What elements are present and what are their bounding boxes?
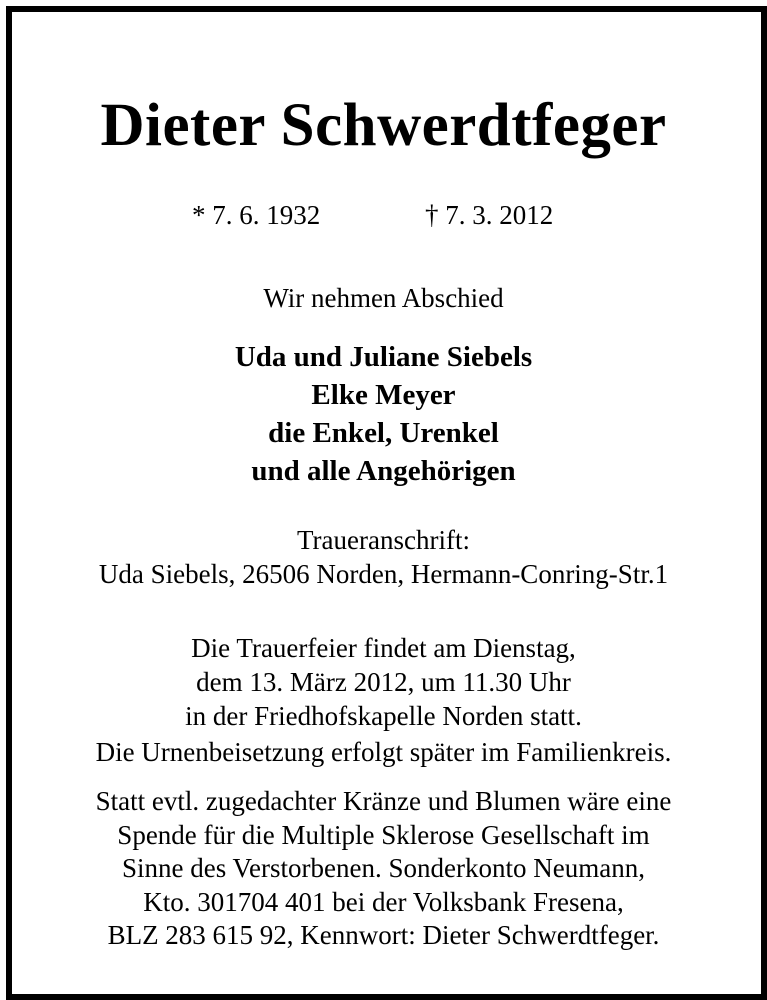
donation-line: BLZ 283 615 92, Kennwort: Dieter Schwerdtfeger.	[107, 920, 660, 950]
mourner-line: Elke Meyer	[311, 379, 456, 411]
mourner-line: die Enkel, Urenkel	[268, 417, 499, 449]
donation-line: Kto. 301704 401 bei der Volksbank Fresena,	[143, 887, 624, 917]
address-value: Uda Siebels, 26506 Norden, Hermann-Conring-Str.1	[98, 559, 669, 589]
donation-line: Statt evtl. zugedachter Kränze und Blumen wäre eine	[95, 786, 672, 816]
ceremony-line: Die Trauerfeier findet am Dienstag,	[191, 633, 576, 663]
ceremony-line: in der Friedhofskapelle Norden statt.	[185, 701, 582, 731]
farewell-text: Wir nehmen Abschied	[263, 283, 504, 313]
deceased-name: Dieter Schwerdtfeger	[100, 92, 667, 159]
mourner-line: Uda und Juliane Siebels	[234, 341, 533, 373]
death-date: † 7. 3. 2012	[425, 200, 554, 230]
donation-line: Sinne des Verstorbenen. Sonderkonto Neumann,	[122, 853, 645, 883]
donation-line: Spende für die Multiple Sklerose Gesellschaft im	[117, 820, 650, 850]
mourner-line: und alle Angehörigen	[251, 455, 516, 487]
birth-date: * 7. 6. 1932	[192, 200, 321, 230]
ceremony-line: dem 13. März 2012, um 11.30 Uhr	[196, 667, 571, 697]
urn-burial-note: Die Urnenbeisetzung erfolgt später im Familienkreis.	[95, 737, 672, 767]
address-label: Traueranschrift:	[297, 525, 470, 555]
